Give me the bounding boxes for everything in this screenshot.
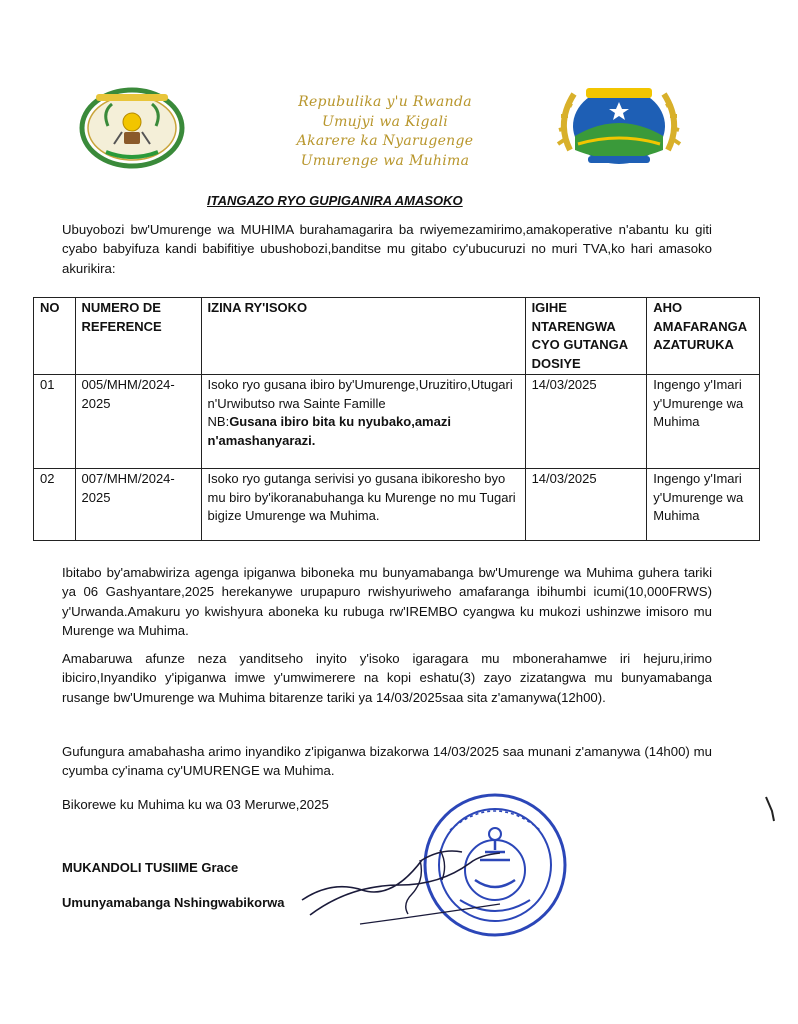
cell-reference: 005/MHM/2024-2025 [75, 374, 201, 468]
note-prefix: NB: [207, 414, 230, 430]
letterhead [240, 93, 530, 171]
notice-title: ITANGAZO RYO GUPIGANIRA AMASOKO [207, 193, 463, 208]
note-text: Gusana ibiro bita ku nyubako,amazi n'amashanyarazi. [207, 414, 451, 448]
table-row [34, 468, 760, 540]
header-no: NO [34, 298, 76, 375]
handwritten-signature [300, 820, 510, 940]
signatory-role: Umunyamabanga Nshingwabikorwa [62, 895, 285, 910]
place-date-line: Bikorewe ku Muhima ku wa 03 Merurwe,2025 [62, 797, 329, 812]
cell-deadline: 14/03/2025 [525, 468, 647, 540]
table-header-row [34, 298, 760, 375]
cell-tender-name: Isoko ryo gutanga serivisi yo gusana ibikoresho byo mu biro by'ikoranabuhanga ku Murenge no mu Tugari bigize Umurenge wa Muhima. [201, 468, 525, 540]
signatory-name: MUKANDOLI TUSIIME Grace [62, 860, 239, 875]
header-reference: NUMERO DE REFERENCE [75, 298, 201, 375]
kigali-city-logo-icon [550, 80, 688, 168]
header-tender-name: IZINA RY'ISOKO [201, 298, 525, 375]
cell-funding-source: Ingengo y'Imari y'Umurenge wa Muhima [647, 374, 760, 468]
letterhead-line: Akarere ka Nyarugenge [296, 133, 474, 149]
header-deadline: IGIHE NTARENGWA CYO GUTANGA DOSIYE [525, 298, 647, 375]
letterhead-line: Umurenge wa Muhima [300, 152, 470, 169]
submission-paragraph: Amabaruwa afunze neza yanditseho inyito y'isoko igaragara mu mbonerahamwe iri hejuru,irimo ibiciro,Inyandiko y'ipiganwa imwe y'umwimerere na kopi eshatu(3) zayo zizatangwa mu bunyamabanga rusange bw'Umurenge wa Muhima bitarenze tariki ya 14/03/2025saa sita z'amanywa(12h00). [62, 651, 712, 705]
table-row [34, 374, 760, 468]
cell-no: 02 [34, 468, 76, 540]
cell-funding-source: Ingengo y'Imari y'Umurenge wa Muhima [647, 468, 760, 540]
rwanda-emblem-icon [78, 86, 186, 170]
cell-no: 01 [34, 374, 76, 468]
margin-mark-icon [762, 795, 782, 825]
letterhead-line: Umujyi wa Kigali [321, 113, 449, 130]
header-funding-source: AHO AMAFARANGA AZATURUKA [647, 298, 760, 375]
intro-paragraph: Ubuyobozi bw'Umurenge wa MUHIMA burahamagarira ba rwiyemezamirimo,amakoperative n'abantu ku giti cyabo babyifuza kandi babifitiye ubushobozi,banditse mu gitabo cy'ubucuruzi no muri TVA,ko hari amasoko akurikira: [62, 222, 712, 276]
cell-deadline: 14/03/2025 [525, 374, 647, 468]
tender-name-text: Isoko ryo gusana ibiro by'Umurenge,Uruzitiro,Utugari n'Urwibutso rwa Sainte Famille [207, 376, 513, 411]
cell-tender-name [201, 374, 525, 468]
letterhead-line: Repubulika y'u Rwanda [298, 94, 472, 110]
opening-paragraph: Gufungura amabahasha arimo inyandiko z'ipiganwa bizakorwa 14/03/2025 saa munani z'amanywa (14h00) mu cyumba cy'inama cy'UMURENGE wa Muhima. [62, 744, 712, 779]
bidding-documents-paragraph: Ibitabo by'amabwiriza agenga ipiganwa biboneka mu bunyamabanga bw'Umurenge wa Muhima guhera tariki ya 06 Gashyantare,2025 herekanywe urupapuro rwishyuriweho amafaranga ibihumbi icumi(10,000FRWS) y'Urwanda.Amakuru yo kwishyura aboneka ku rubuga rw'IREMBO cyangwa ku mukozi ushinzwe imisoro mu Murenge wa Muhima. [62, 565, 712, 639]
tender-table [33, 297, 760, 541]
cell-reference: 007/MHM/2024-2025 [75, 468, 201, 540]
